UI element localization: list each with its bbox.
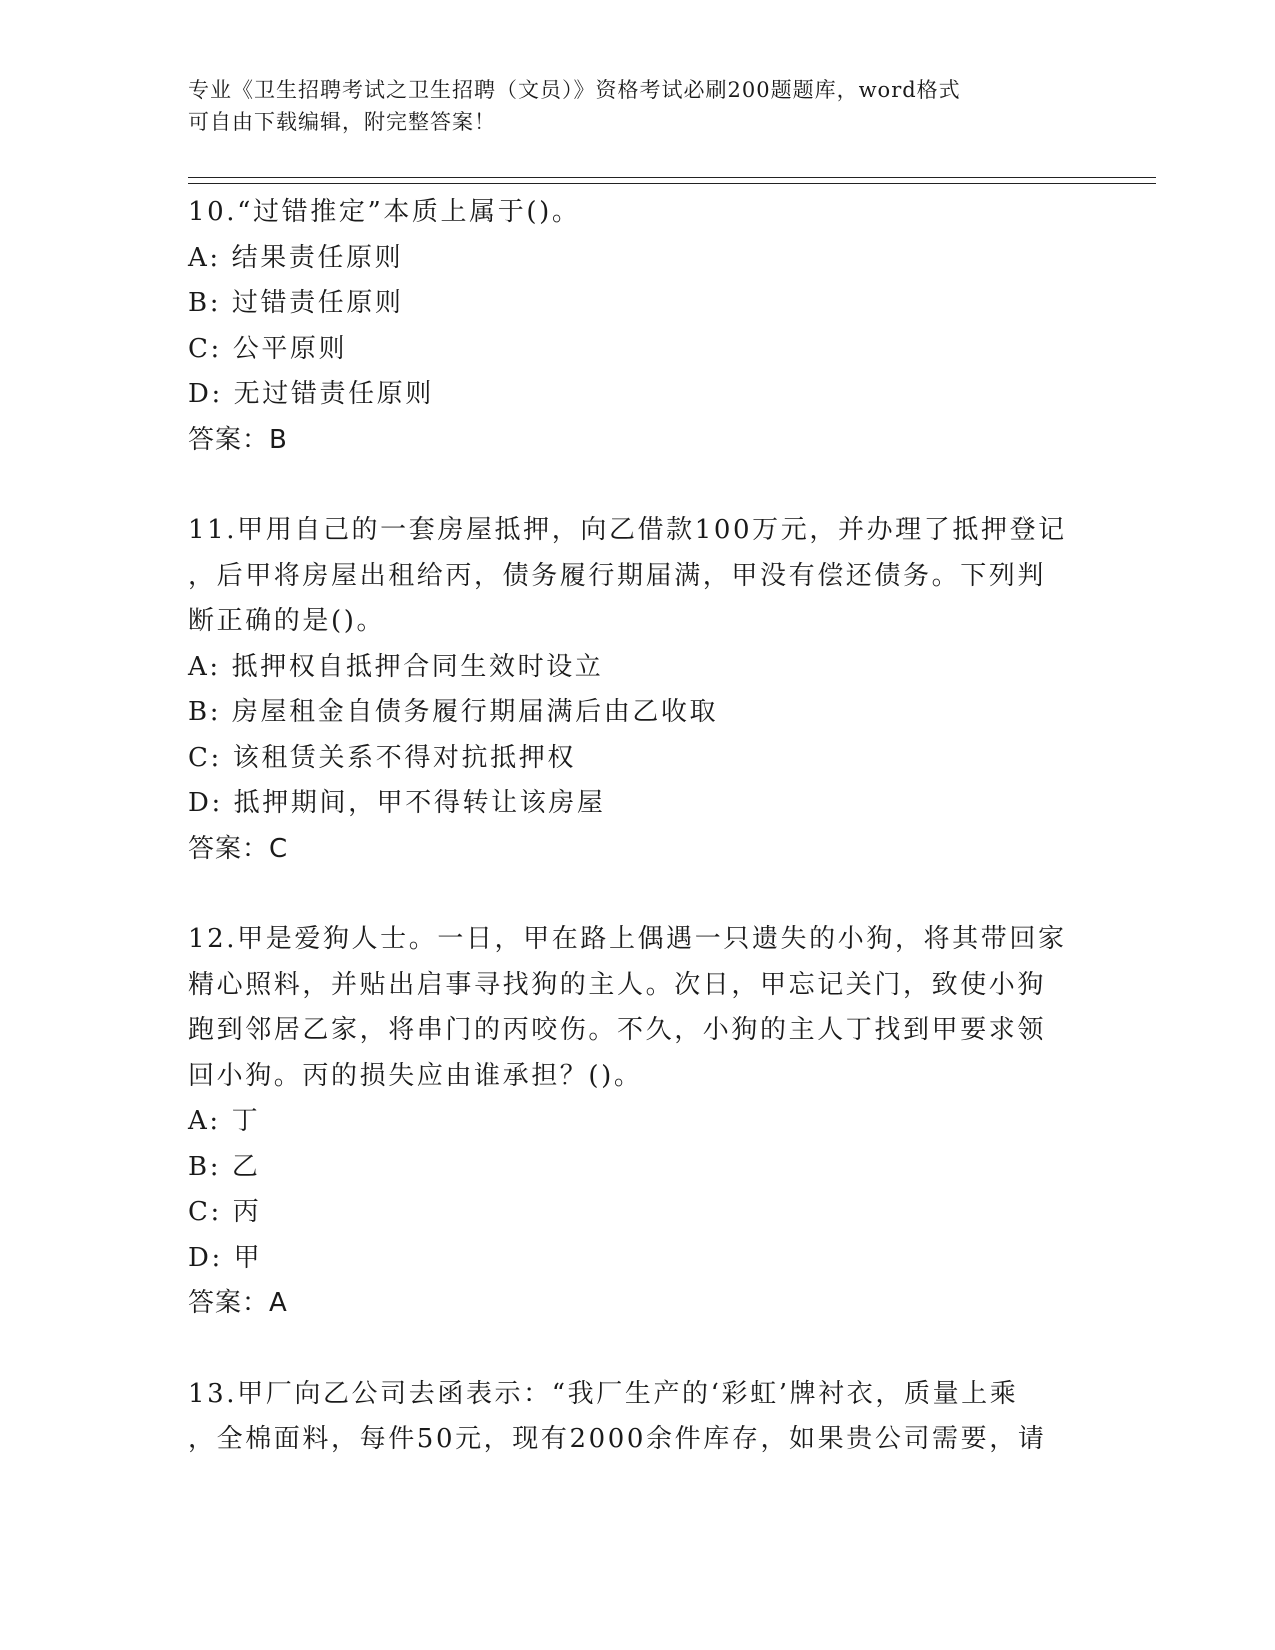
question-stem-line-1: 12.甲是爱狗人士。一日，甲在路上偶遇一只遗失的小狗，将其带回家 — [188, 924, 1067, 954]
answer: 答案：B — [188, 424, 288, 455]
header-line-2: 可自由下载编辑，附完整答案！ — [188, 110, 496, 134]
option-a: A: 抵押权自抵押合同生效时设立 — [188, 651, 604, 682]
question-stem-line-1: 11.甲用自己的一套房屋抵押，向乙借款100万元，并办理了抵押登记 — [188, 515, 1067, 545]
question-stem-line-2: ，全棉面料，每件50元，现有2000余件库存，如果贵公司需要，请 — [188, 1424, 1047, 1454]
question-list — [188, 190, 1088, 1463]
answer: 答案：C — [188, 833, 289, 864]
option-b: B: 过错责任原则 — [188, 288, 404, 318]
option-b: B: 房屋租金自债务履行期届满后由乙收取 — [188, 697, 719, 727]
header-rule-top — [188, 177, 1156, 178]
option-d: D: 抵押期间，甲不得转让该房屋 — [188, 788, 606, 818]
spacer — [188, 463, 1088, 508]
option-c: C: 公平原则 — [188, 333, 348, 364]
question-stem-line-3: 跑到邻居乙家，将串门的丙咬伤。不久，小狗的主人丁找到甲要求领 — [188, 1015, 1047, 1045]
option-d: D: 无过错责任原则 — [188, 379, 434, 409]
spacer — [188, 1327, 1088, 1372]
header-rule-bottom — [188, 183, 1156, 184]
spacer — [188, 872, 1088, 917]
option-c: C: 该租赁关系不得对抗抵押权 — [188, 742, 576, 773]
question-stem-line-2: 精心照料，并贴出启事寻找狗的主人。次日，甲忘记关门，致使小狗 — [188, 969, 1047, 1000]
header-line-1: 专业《卫生招聘考试之卫生招聘（文员）》资格考试必刷200题题库，word格式 — [188, 78, 961, 102]
question-stem-line-3: 断正确的是()。 — [188, 606, 386, 636]
question-10 — [188, 190, 1088, 463]
option-d: D: 甲 — [188, 1242, 263, 1273]
option-b: B: 乙 — [188, 1151, 261, 1182]
question-stem-line-1: 13.甲厂向乙公司去函表示：“我厂生产的‘彩虹’牌衬衣，质量上乘 — [188, 1378, 1019, 1409]
question-stem-line-2: ，后甲将房屋出租给丙，债务履行期届满，甲没有偿还债务。下列判 — [188, 560, 1047, 591]
question-12 — [188, 917, 1088, 1327]
option-a: A: 结果责任原则 — [188, 242, 404, 273]
option-a: A: 丁 — [188, 1106, 261, 1136]
question-stem: 10.“过错推定”本质上属于()。 — [188, 197, 581, 227]
answer: 答案：A — [188, 1288, 288, 1318]
option-c: C: 丙 — [188, 1197, 262, 1227]
question-13 — [188, 1372, 1088, 1463]
document-header — [188, 74, 1068, 138]
question-11 — [188, 508, 1088, 872]
question-stem-line-4: 回小狗。丙的损失应由谁承担？()。 — [188, 1060, 643, 1091]
